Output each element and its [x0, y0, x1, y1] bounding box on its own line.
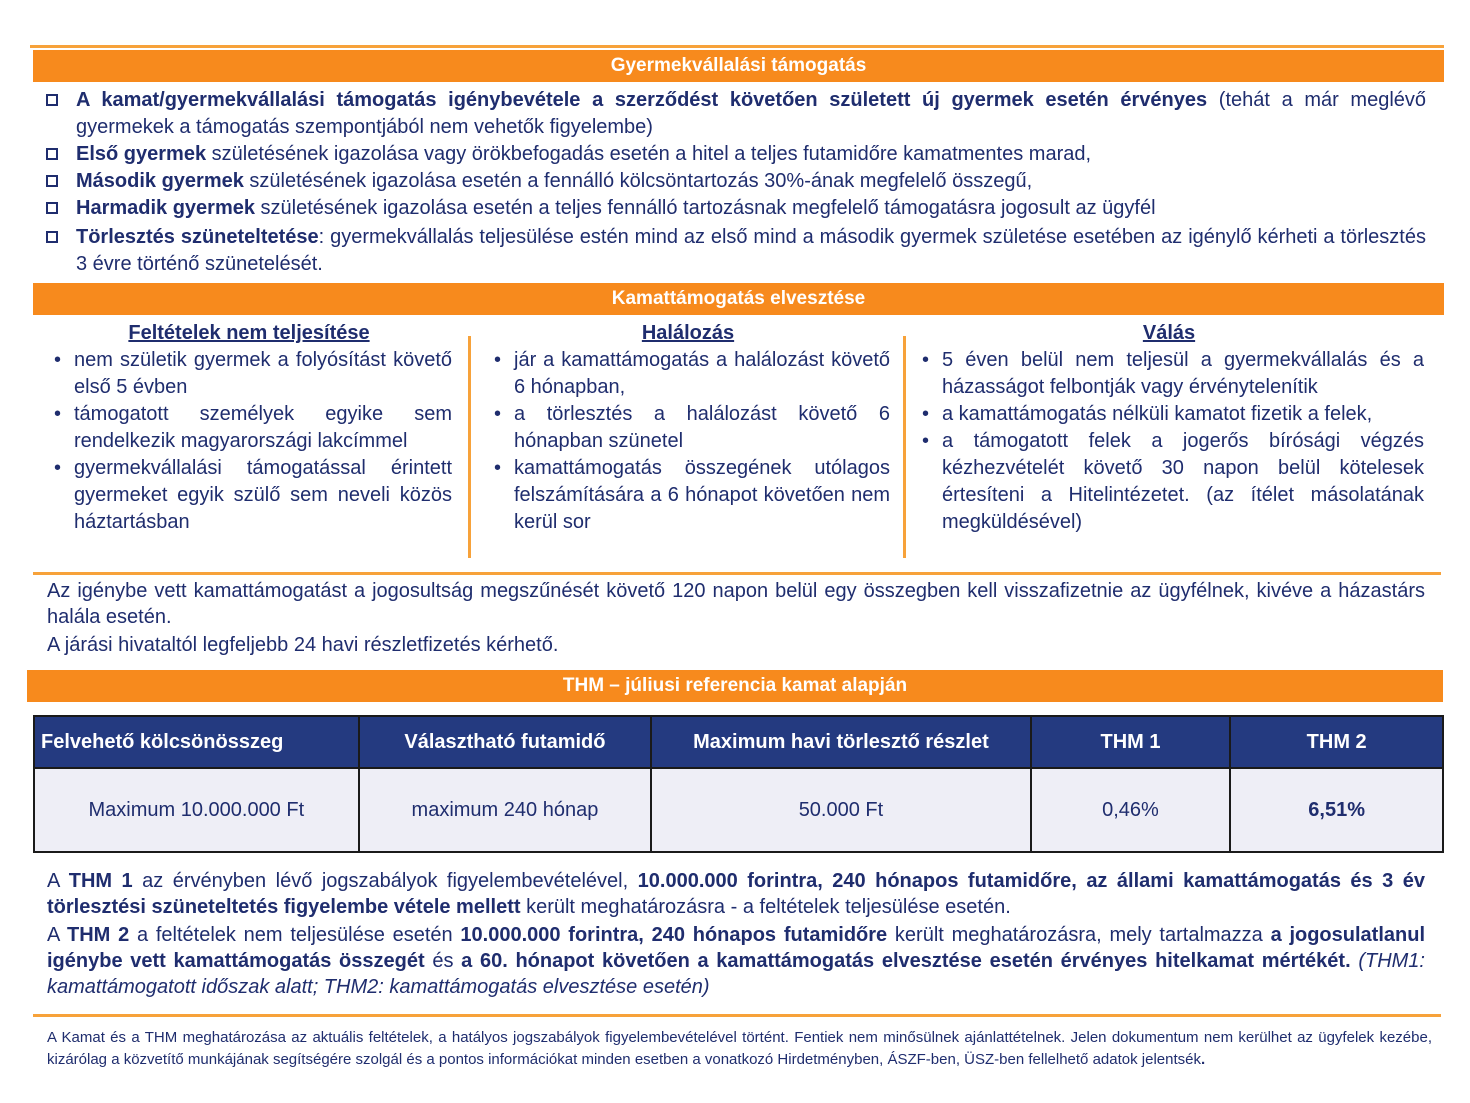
column-heading: Feltételek nem teljesítése: [128, 322, 370, 344]
column-conditions: [46, 320, 452, 536]
bullet-item: • a támogatott felek a jogerős bírósági végzés kézhezvételét követő 30 napon belül kötelesek értesíteni a Hitelintézetet. (az ítélet másolatának megküldésével): [914, 428, 1424, 536]
table-cell: 50.000 Ft: [651, 768, 1030, 852]
bullet-item: • kamattámogatás összegének utólagos felszámítására a 6 hónapot követően nem kerül sor: [486, 455, 890, 536]
column-header: Maximum havi törlesztő részlet: [651, 716, 1030, 768]
column-header: THM 2: [1230, 716, 1443, 768]
text: és: [424, 950, 462, 972]
list-item: [46, 141, 1426, 168]
column-divider: [468, 336, 471, 558]
text: a feltételek nem teljesülése esetén: [129, 924, 461, 946]
item-bold: Harmadik gyermek: [76, 197, 255, 219]
checkbox-icon: [46, 231, 58, 243]
checkbox-icon: [46, 202, 58, 214]
section-divider: [33, 572, 1441, 575]
bullet-item: • 5 éven belül nem teljesül a gyermekvállalás és a házasságot felbontják vagy érvénytelenítik: [914, 347, 1424, 401]
table-row: [34, 768, 1443, 852]
thm1-explanation: [47, 868, 1425, 920]
table-cell: 0,46%: [1031, 768, 1231, 852]
column-header: Választható futamidő: [359, 716, 652, 768]
column-header: THM 1: [1031, 716, 1231, 768]
table-cell: Maximum 10.000.000 Ft: [34, 768, 359, 852]
text-bold: THM 2: [67, 924, 130, 946]
column-divorce: [914, 320, 1424, 536]
text-bold: a 60. hónapot követően a kamattámogatás elvesztése esetén érvényes hitelkamat mértékét.: [461, 950, 1351, 972]
item-text: (tehát a már meglévő gyermekek a támogatás szempontjából nem vehetők figyelembe): [76, 89, 1427, 138]
text: az érvényben lévő jogszabályok figyelembevételével,: [132, 870, 638, 892]
top-divider: [30, 45, 1444, 48]
text-bold: 10.000.000 forintra, 240 hónapos futamidőre, az állami kamattámogatás és 3 év törlesztési szüneteltetés figyelembe vétele mellett: [47, 870, 1426, 918]
column-heading: Válás: [1142, 322, 1196, 344]
item-text: születésének igazolása esetén a fennálló kölcsöntartozás 30%-ának megfelelő összegű,: [243, 170, 1033, 192]
section-title-child-support: Gyermekvállalási támogatás: [33, 50, 1444, 82]
checkbox-icon: [46, 94, 58, 106]
footer-disclaimer: [47, 1027, 1432, 1071]
thm-table: [33, 715, 1444, 853]
item-text: születésének igazolása vagy örökbefogadás esetén a hitel a teljes futamidőre kamatmentes marad,: [206, 143, 1092, 165]
table-header-row: [34, 716, 1443, 768]
bullet-item: • a törlesztés a halálozást követő 6 hónapban szünetel: [486, 401, 890, 455]
footer-text: A Kamat és a THM meghatározása az aktuális feltételek, a hatályos jogszabályok figyelembevételével történt. Fentiek nem minősülnek ajánlattételnek. Jelen dokumentum nem kerülhet az ügyfelek kezébe, kizárólag a közvetítő munkájának segítségére szolgál és a pontos információkat minden esetben a vonatkozó Hirdetményben, ÁSZF-ben, ÜSZ-ben fellelhető adatok jelentsék: [47, 1029, 1432, 1068]
text: A: [47, 870, 69, 892]
table-cell: maximum 240 hónap: [359, 768, 652, 852]
bullet-item: • gyermekvállalási támogatással érintett gyermeket egyik szülő sem neveli közös háztartásban: [46, 455, 452, 536]
installment-note: A járási hivataltól legfeljebb 24 havi részletfizetés kérhető.: [47, 634, 559, 656]
column-divider: [903, 336, 906, 558]
column-death: [486, 320, 890, 536]
item-bold: Törlesztés szüneteltetése: [76, 226, 319, 248]
text: A: [47, 924, 67, 946]
footer-end: .: [1200, 1051, 1206, 1068]
item-text: : gyermekvállalás teljesülése estén mind az első mind a második gyermek születése esetében az igénylő kérheti a törlesztés 3 évre történő szünetelését.: [76, 226, 1426, 275]
text-bold: 10.000.000 forintra, 240 hónapos futamidőre: [460, 924, 888, 946]
text-italic: (THM1: kamattámogatott időszak alatt; THM2: kamattámogatás elvesztése esetén): [47, 950, 1425, 998]
table-cell: 6,51%: [1230, 768, 1443, 852]
item-bold: A kamat/gyermekvállalási támogatás igénybevétele a szerződést követően született új gyermek esetén érvényes: [76, 89, 1208, 111]
section-title-loss-of-subsidy: Kamattámogatás elvesztése: [33, 283, 1444, 315]
bullet-item: • jár a kamattámogatás a halálozást követő 6 hónapban,: [486, 347, 890, 401]
footer-divider: [33, 1014, 1441, 1017]
section-title-thm: THM – júliusi referencia kamat alapján: [27, 670, 1443, 702]
repayment-note: Az igénybe vett kamattámogatást a jogosultság megszűnését követő 120 napon belül egy összegben kell visszafizetnie az ügyfélnek, kivéve a házastárs halála esetén.: [47, 580, 1425, 628]
column-header: Felvehető kölcsönösszeg: [34, 716, 359, 768]
checkbox-icon: [46, 175, 58, 187]
text: került meghatározásra, mely tartalmazza: [887, 924, 1271, 946]
list-item: [46, 224, 1426, 278]
list-item: [46, 195, 1426, 222]
list-item: [46, 87, 1426, 141]
thm2-explanation: [47, 922, 1425, 1000]
column-heading: Halálozás: [641, 322, 735, 344]
list-item: [46, 168, 1426, 195]
text-bold: a jogosulatlanul igénybe vett kamattámogatás összegét: [47, 924, 1426, 972]
bullet-item: • nem születik gyermek a folyósítást követő első 5 évben: [46, 347, 452, 401]
text-bold: THM 1: [68, 870, 133, 892]
checkbox-icon: [46, 148, 58, 160]
bullet-item: • a kamattámogatás nélküli kamatot fizetik a felek,: [914, 401, 1424, 428]
item-text: születésének igazolása esetén a teljes fennálló tartozásnak megfelelő támogatásra jogosult az ügyfél: [254, 197, 1156, 219]
text: került meghatározásra - a feltételek teljesülése esetén.: [520, 896, 1011, 918]
item-bold: Első gyermek: [76, 143, 207, 165]
item-bold: Második gyermek: [76, 170, 244, 192]
bullet-item: • támogatott személyek egyike sem rendelkezik magyarországi lakcímmel: [46, 401, 452, 455]
